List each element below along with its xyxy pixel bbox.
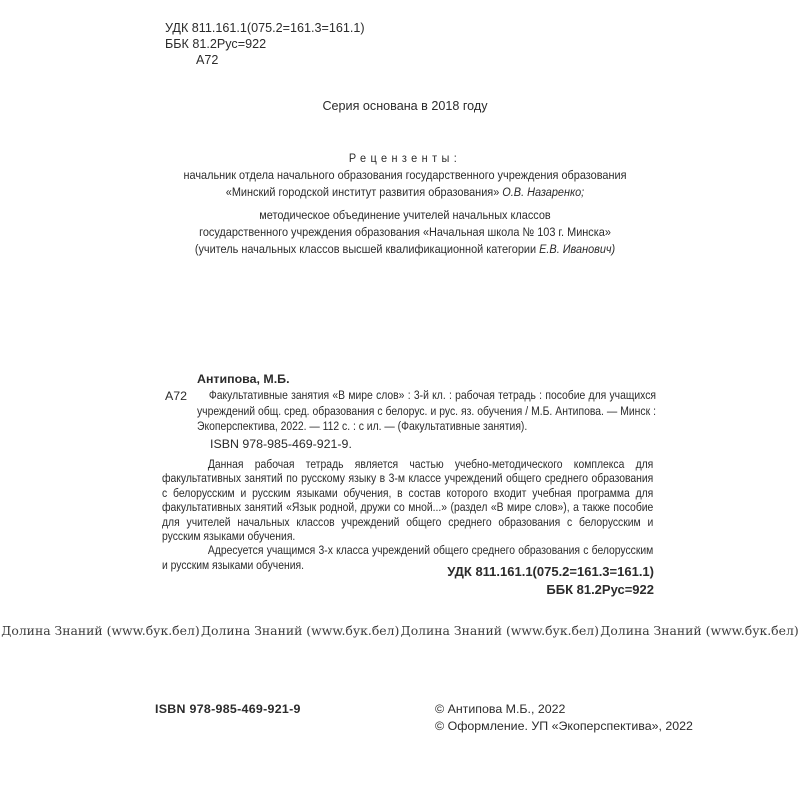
reviewer-line-3: методическое объединение учителей начальных классов: [259, 208, 551, 222]
watermark-text: Долина Знаний (www.бук.бел): [400, 623, 600, 638]
watermark-text: Долина Знаний (www.бук.бел): [1, 623, 200, 638]
author-sign: А72: [196, 53, 219, 67]
reviewer-line-2: [150, 184, 660, 201]
udk-code-bottom: УДК 811.161.1(075.2=161.3=161.1): [447, 564, 654, 579]
catalog-author-sign: А72: [165, 389, 188, 403]
watermark-text: Долина Знаний (www.бук.бел): [200, 623, 400, 638]
reviewer-line-4: государственного учреждения образования «Начальная школа № 103 г. Минска»: [199, 225, 611, 239]
reviewer-line-5: [150, 241, 660, 258]
annotation-paragraph-1: Данная рабочая тетрадь является частью учебно-методического комплекса для факультативных занятий по русскому языку в 3-м классе учреждений общего среднего образования с белорусским и русским языками обучения, в состав которого входит учебная программа для факультативных занятий «Язык родной, дружи со мной...» (раздел «В мире слов»), а также пособие для учителей начальных классов учреждений общего среднего образования с белорусским и русским языками обучения.: [162, 457, 654, 544]
bottom-codes-block: [162, 563, 654, 598]
catalog-author: Антипова, М.Б.: [197, 372, 290, 386]
udk-code: УДК 811.161.1(075.2=161.3=161.1): [165, 21, 365, 35]
reviewer-line-1: начальник отдела начального образования государственного учреждения образования: [183, 168, 627, 182]
annotation-block: [162, 457, 653, 572]
copyright-author: © Антипова М.Б., 2022: [435, 702, 566, 716]
top-codes-block: [165, 20, 365, 68]
watermark-text: Долина Знаний (www.бук.бел): [600, 623, 799, 638]
reviewer-name-1: О.В. Назаренко;: [502, 185, 585, 199]
annotation-paragraph-2: Адресуется учащимся 3-х класса учреждений общего среднего образования с белорусским и русским языками обучения.: [162, 543, 654, 572]
footer-isbn: ISBN 978-985-469-921-9: [155, 702, 301, 716]
bbk-code: ББК 81.2Рус=922: [165, 37, 267, 51]
bbk-code-bottom: ББК 81.2Рус=922: [546, 581, 654, 597]
reviewer-line-2-text: «Минский городской институт развития образования»: [225, 185, 503, 199]
reviewers-block: [150, 150, 660, 258]
series-note: Серия основана в 2018 году: [322, 99, 488, 113]
reviewers-heading: Рецензенты:: [348, 151, 462, 165]
reviewer-name-2: Е.В. Иванович): [539, 242, 616, 256]
catalog-isbn: ISBN 978-985-469-921-9.: [210, 437, 352, 451]
reviewer-line-5-text: (учитель начальных классов высшей квалификационной категории: [194, 242, 540, 256]
catalog-card-description: Факультативные занятия «В мире слов» : 3-й кл. : рабочая тетрадь : пособие для учащихся учреждений общ. сред. образования с белорус. и рус. яз. обучения / М.Б. Антипова. — Минск : Экоперспектива, 2022. — 112 с. : с ил. — (Факультативные занятия).: [197, 388, 656, 433]
watermark-band: [0, 623, 800, 638]
copyright-design: © Оформление. УП «Экоперспектива», 2022: [435, 719, 693, 733]
footer-copyright-block: [435, 701, 693, 735]
